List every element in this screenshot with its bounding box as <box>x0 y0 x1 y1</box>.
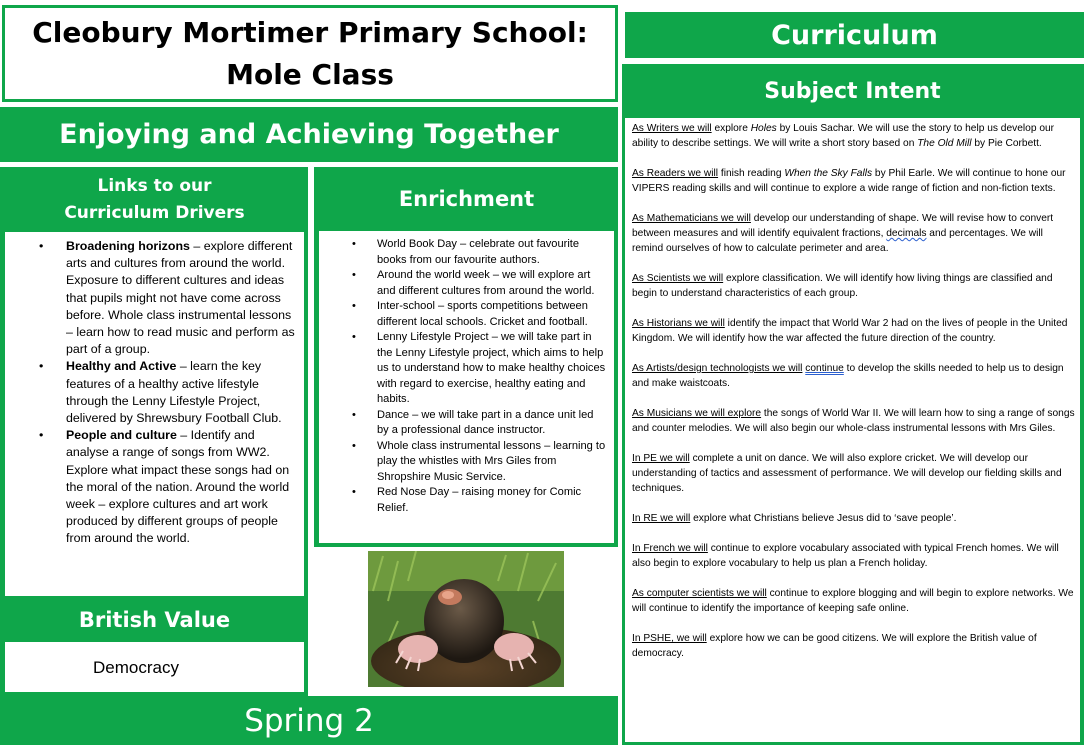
subject-paragraph: As Musicians we will explore the songs of World War II. We will learn how to sing a range of songs and counter melodies. We will also begin our whole-class instrumental lessons with Mrs Giles. <box>632 408 1075 434</box>
enrichment-item: • Whole class instrumental lessons – learning to play the whistles with Mrs Giles from Shropshire Music Service. <box>323 439 608 486</box>
motto-banner: Enjoying and Achieving Together <box>0 107 618 162</box>
subject-emphasis: decimals <box>886 228 927 239</box>
subject-paragraph: In PSHE, we will explore how we can be good citizens. We will explore the British value of democracy. <box>632 633 1037 659</box>
british-value-heading: British Value <box>78 608 231 632</box>
subject-lead: In RE we will <box>632 513 691 524</box>
driver-item-title: Broadening horizons <box>66 239 190 253</box>
subject-paragraph: As Historians we will identify the impact that World War 2 had on the lives of people in the United Kingdom. We will identify how the war affected the future direction of the country. <box>632 318 1068 344</box>
driver-item-text: – Identify and analyse a range of songs from WW2. Explore what impact these songs had on the moral of the nation. Around the world week – explore cultures and art work produced by different groups of people from around the world. <box>66 428 290 546</box>
subject-lead: As computer scientists we will <box>632 588 767 599</box>
driver-item <box>13 427 298 547</box>
subject-paragraph: In RE we will explore what Christians believe Jesus did to ‘save people’. <box>632 513 957 524</box>
subject-paragraph: As Mathematicians we will develop our understanding of shape. We will revise how to convert between measures and will identify equivalent fractions, decimals and percentages. We will remind ourselves of how to calculate perimeter and area. <box>632 213 1054 254</box>
enrichment-item: • Red Nose Day – raising money for Comic Relief. <box>323 485 608 516</box>
subject-emphasis: When the Sky Falls <box>784 168 873 179</box>
subject-emphasis: Holes <box>750 123 777 134</box>
curriculum-drivers-panel <box>0 167 308 600</box>
subject-lead: As Writers we will <box>632 123 712 134</box>
curriculum-drivers-heading <box>5 167 304 232</box>
term-banner: Spring 2 <box>0 696 618 745</box>
subject-paragraph: As Writers we will explore Holes by Louis Sachar. We will use the story to help us develop our ability to describe settings. We will write a short story based on The Old Mill by Pie Corbett. <box>632 123 1055 149</box>
subject-lead: As Readers we will <box>632 168 719 179</box>
subject-paragraph: As Scientists we will explore classification. We will identify how living things are classified and begin to understand characteristics of each group. <box>632 273 1053 299</box>
driver-item <box>13 358 298 427</box>
drivers-heading-line2: Curriculum Drivers <box>64 202 245 223</box>
british-value-panel <box>0 598 308 696</box>
subject-lead: As Scientists we will <box>632 273 724 284</box>
enrichment-item: • World Book Day – celebrate out favourite books from our favourite authors. <box>323 237 608 268</box>
subject-intent-heading: Subject Intent <box>764 78 941 104</box>
drivers-list <box>13 238 298 548</box>
subject-emphasis: continue <box>805 363 844 374</box>
drivers-heading-line1: Links to our <box>97 175 212 196</box>
curriculum-drivers-body <box>5 232 304 596</box>
subject-lead: As Artists/design technologists we will <box>632 363 803 374</box>
enrichment-heading: Enrichment <box>398 187 535 211</box>
enrichment-item: • Inter-school – sports competitions between different local schools. Cricket and football. <box>323 299 608 330</box>
subject-lead: In PSHE, we will <box>632 633 707 644</box>
mole-illustration <box>368 551 564 687</box>
driver-item <box>13 238 298 358</box>
driver-item-text: – learn the key features of a healthy active lifestyle through the Lenny Lifestyle Project, delivered by Shrewsbury Football Club. <box>66 359 282 426</box>
subject-lead: In French we will <box>632 543 708 554</box>
school-title-box <box>2 5 618 102</box>
subject-lead: In PE we will <box>632 453 690 464</box>
driver-item-title: People and culture <box>66 428 177 443</box>
school-title: Cleobury Mortimer Primary School: <box>32 15 588 49</box>
driver-item-title: Healthy and Active <box>66 359 177 374</box>
subject-emphasis: The Old Mill <box>917 138 972 149</box>
subject-paragraph: In PE we will complete a unit on dance. We will also explore cricket. We will develop our understanding of tactics and assessment of performance. We will develop our fielding skills and techniques. <box>632 453 1062 494</box>
enrichment-panel <box>314 167 618 547</box>
enrichment-list <box>323 237 608 516</box>
curriculum-heading: Curriculum <box>625 12 1084 58</box>
subject-paragraph: As Readers we will finish reading When the Sky Falls by Phil Earle. We will continue to hone our VIPERS reading skills and will continue to explore a wide range of fiction and non-fiction texts. <box>632 168 1066 194</box>
subject-intent-body <box>625 118 1080 742</box>
subject-lead: As Musicians we will explore <box>632 408 762 419</box>
subject-paragraph: As computer scientists we will continue to explore blogging and will begin to explore networks. We will continue to identify the importance of keeping safe online. <box>632 588 1074 614</box>
enrichment-item: • Lenny Lifestyle Project – we will take part in the Lenny Lifestyle project, which aims to help us to understand how to make healthy choices with regard to exercise, healthy eating and habits. <box>323 330 608 408</box>
subject-intent-panel <box>622 64 1084 745</box>
british-value-text: Democracy <box>5 642 304 692</box>
enrichment-item: • Around the world week – we will explore art and different cultures from around the world. <box>323 268 608 299</box>
subject-lead: As Mathematicians we will <box>632 213 751 224</box>
enrichment-body <box>319 231 614 543</box>
class-title: Mole Class <box>226 57 394 91</box>
subject-paragraph: In French we will continue to explore vocabulary associated with typical French homes. We will also begin to explore vocabulary to help us plan a French holiday. <box>632 543 1059 569</box>
subject-lead: As Historians we will <box>632 318 725 329</box>
mole-photo <box>368 551 564 687</box>
subject-paragraph: As Artists/design technologists we will continue to develop the skills needed to help us to design and make waistcoats. <box>632 363 1064 389</box>
driver-item-text: – explore different arts and cultures from around the world. Exposure to different cultures and ideas that pupils might not have come across before. Whole class instrumental lessons – learn how to read music and perform as part of a group. <box>66 239 295 357</box>
enrichment-item: • Dance – we will take part in a dance unit led by a professional dance instructor. <box>323 408 608 439</box>
